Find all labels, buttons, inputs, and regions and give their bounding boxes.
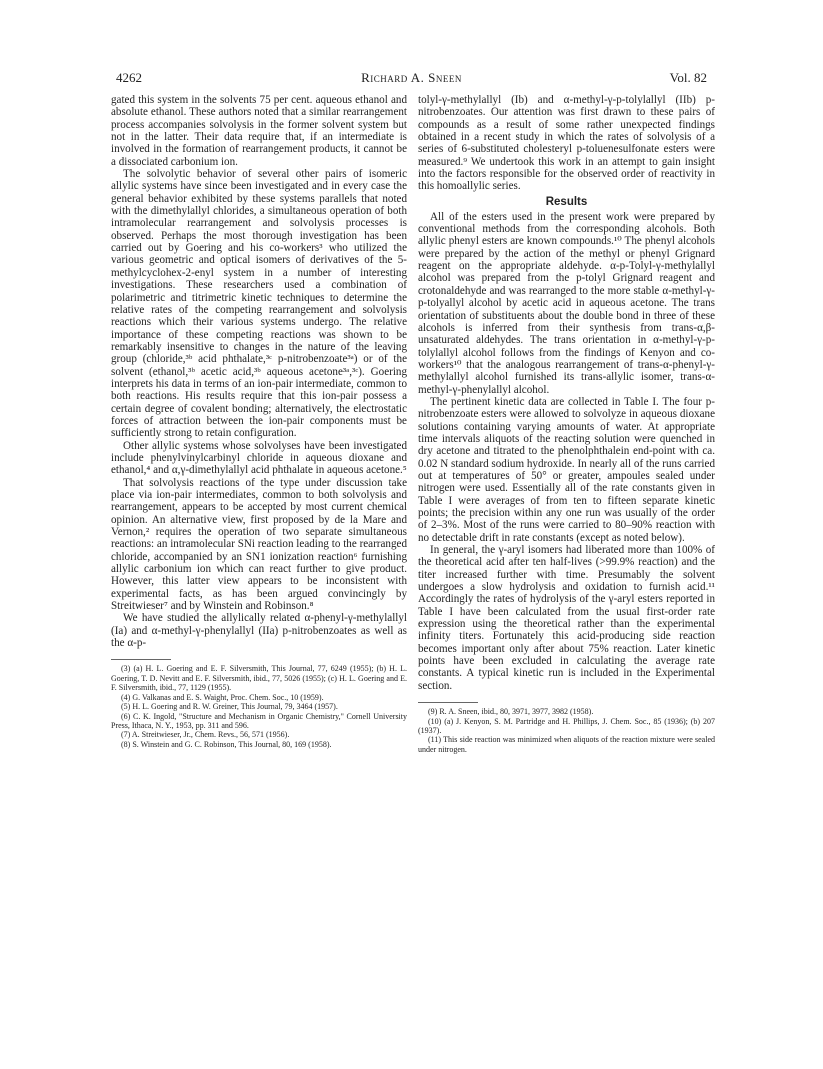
footnote: (7) A. Streitwieser, Jr., Chem. Revs., 56, 571 (1956). (121, 730, 290, 740)
paragraph: The solvolytic behavior of several other pairs of isomeric allylic systems have since been investigated and in every case the general behavior exhibited by these systems parallels that noted with the dimethylallyl chlorides, a simultaneous operation of both intramolecular rearrangement and solvolysis processes is observed. Perhaps the most thorough investigation has been carried out by Goering and his co-workers³ who utilized the various geometric and optical isomers of derivatives of the 5-methylcyclohex-2-enyl system in a number of interesting investigations. These researchers used a combination of polarimetric and titrimetric kinetic techniques to determine the relative rates of the competing rearrangement and solvolysis reactions which their various systems undergo. The relative importance of these competing reactions was shown to be remarkably insensitive to changes in the nature of the leaving group (chloride,³ᵇ acid phthalate,³ᶜ p-nitrobenzoate³ᵃ) or of the solvent (ethanol,³ᵇ acetic acid,³ᵇ aqueous acetone³ᵃ,³ᶜ). Goering interprets his data in terms of an ion-pair intermediate, common to both reactions. His results require that this ion-pair possess a certain degree of covalent bonding; alternatively, the electrostatic forces of attraction between the ion-pair components must be sufficiently strong to retain configuration. (111, 168, 407, 440)
footnote-divider (111, 659, 171, 660)
page-number: 4262 (116, 70, 142, 85)
paragraph: tolyl-γ-methylallyl (Ib) and α-methyl-γ-p-tolylallyl (IIb) p-nitrobenzoates. Our attention was first drawn to these pairs of compounds as a result of some rather unexpected findings obtained in a recent study in which the rates of solvolysis of a series of 6-substituted cholesteryl p-toluenesulfonate esters were measured.⁹ We undertook this work in an attempt to gain insight into the factors responsible for the observed order of reactivity in this homoallylic series. (418, 94, 715, 193)
right-column (418, 94, 715, 754)
footnote: (3) (a) H. L. Goering and E. F. Silversmith, This Journal, 77, 6249 (1955); (b) H. L. Goering, T. D. Nevitt and E. F. Silversmith, ibid., 77, 5026 (1955); (c) H. L. Goering and E. F. Silversmith, ibid., 77, 1129 (1955). (111, 664, 407, 693)
footnotes-right (418, 707, 715, 754)
paragraph: gated this system in the solvents 75 per cent. aqueous ethanol and absolute ethanol. These authors noted that a similar rearrangement process accompanies solvolysis in the former solvent system but not in the latter. Their data require that, if an intermediate is involved in the formation of rearrangement products, it cannot be a dissociated carbonium ion. (111, 94, 407, 168)
footnote: (4) G. Valkanas and E. S. Waight, Proc. Chem. Soc., 10 (1959). (121, 692, 324, 702)
left-column (111, 94, 407, 749)
section-heading: Results (545, 195, 588, 208)
footnotes-left (111, 664, 407, 749)
paragraph: The pertinent kinetic data are collected in Table I. The four p-nitrobenzoate esters were allowed to solvolyze in aqueous dioxane solutions containing varying amounts of water. At appropriate time intervals aliquots of the reacting solution were quenched in dry acetone and titrated to the phenolphthalein end-point with ca. 0.02 N standard sodium hydroxide. In nearly all of the runs carried out at temperatures of 50° or greater, ampoules sealed under nitrogen were used. Essentially all of the rate constants given in Table I were averages of from ten to fifteen separate kinetic points; the precision within any one run was usually of the order of 2–3%. Most of the runs were carried to 80–90% reaction with no detectable drift in rate constants (except as noted below). (418, 395, 715, 544)
footnote: (8) S. Winstein and G. C. Robinson, This Journal, 80, 169 (1958). (121, 739, 332, 749)
footnote: (5) H. L. Goering and R. W. Greiner, This Journal, 79, 3464 (1957). (121, 702, 338, 712)
paragraph: In general, the γ-aryl isomers had liberated more than 100% of the theoretical acid after ten half-lives (>99.9% reaction) and the titer increased further with time. Presumably the solvent undergoes a slow hydrolysis and oxidation to furnish acid.¹¹ Accordingly the rates of hydrolysis of the γ-aryl esters reported in Table I have been calculated from the usual first-order rate expression using the theoretical rather than the experimental infinity titers. Fortunately this acid-producing side reaction becomes important only after about 75% reaction. Later kinetic points have been excluded in calculating the average rate constants. A typical kinetic run is included in the Experimental section. (418, 544, 715, 692)
footnote: (6) C. K. Ingold, "Structure and Mechanism in Organic Chemistry," Cornell University Press, Ithaca, N. Y., 1953, pp. 311 and 596. (111, 711, 407, 730)
running-author: Richard A. Sneen (361, 70, 462, 85)
paragraph: All of the esters used in the present work were prepared by conventional methods from the corresponding alcohols. Both allylic phenyl esters are known compounds.¹⁰ The phenyl alcohols were prepared by the action of the methyl or phenyl Grignard reagent on the appropriate aldehyde. α-p-Tolyl-γ-methylallyl alcohol was prepared from the p-tolyl Grignard reagent and crotonaldehyde and was rearranged to the more stable α-methyl-γ-p-tolyallyl alcohol by acetic acid in aqueous acetone. The trans orientation of substituents about the double bond in three of these alcohols is inferred from their synthesis from trans-α,β-unsaturated aldehydes. The trans orientation in α-methyl-γ-p-tolylallyl alcohol follows from the findings of Kenyon and co-workers¹⁰ that the analogous rearrangement of trans-α-phenyl-γ-methylallyl alcohol furnished its trans-allylic isomer, trans-α-methyl-γ-phenylallyl alcohol. (418, 210, 715, 396)
paragraph: Other allylic systems whose solvolyses have been investigated include phenylvinylcarbinyl chloride in aqueous dioxane and ethanol,⁴ and α,γ-dimethylallyl acid phthalate in aqueous acetone.⁵ (111, 439, 407, 477)
footnote-divider (418, 702, 478, 703)
footnote: (9) R. A. Sneen, ibid., 80, 3971, 3977, 3982 (1958). (428, 707, 594, 717)
paragraph: We have studied the allylically related α-phenyl-γ-methylallyl (Ia) and α-methyl-γ-phenylallyl (IIa) p-nitrobenzoates as well as the α-p- (111, 612, 407, 650)
paragraph: That solvolysis reactions of the type under discussion take place via ion-pair intermediates, common to both solvolysis and rearrangement, appears to be accepted by most current chemical opinion. An alternative view, first proposed by de la Mare and Vernon,² requires the operation of two separate simultaneous reactions: an intramolecular SNi reaction leading to the rearranged chloride, accompanied by an SN1 ionization reaction⁶ furnishing allylic carbonium ion which can react further to give product. However, this latter view appears to be inconsistent with experimental facts, as has been argued convincingly by Streitwieser⁷ and by Winstein and Robinson.⁸ (111, 476, 407, 613)
page-header (116, 70, 707, 86)
footnote: (10) (a) J. Kenyon, S. M. Partridge and H. Phillips, J. Chem. Soc., 85 (1936); (b) 207 (1937). (418, 716, 715, 735)
volume-label: Vol. 82 (669, 70, 707, 85)
footnote: (11) This side reaction was minimized when aliquots of the reaction mixture were sealed under nitrogen. (418, 735, 715, 754)
